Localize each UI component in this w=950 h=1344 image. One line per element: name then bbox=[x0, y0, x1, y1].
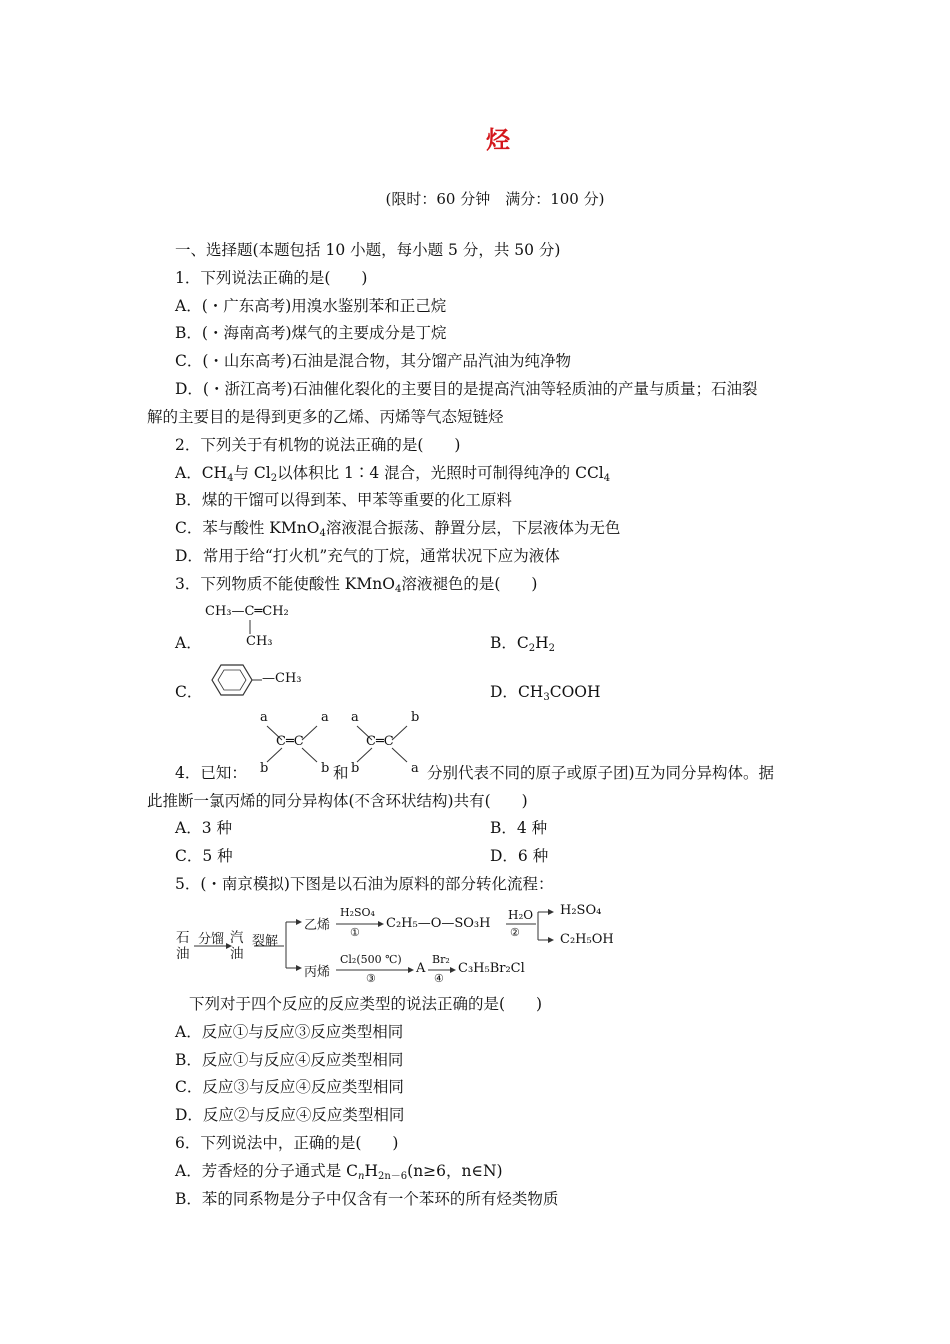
q2-stem: 2．下列关于有机物的说法正确的是( ) bbox=[175, 436, 461, 454]
q4-s2-top-right: b bbox=[411, 710, 420, 725]
q1-option-c: C．(・山东高考)石油是混合物，其分馏产品汽油为纯净物 bbox=[175, 352, 571, 370]
flow-r3-number: ③ bbox=[366, 972, 376, 985]
q1-stem: 1．下列说法正确的是( ) bbox=[175, 269, 368, 287]
q6-a-pre: A．芳香烃的分子通式是 C bbox=[175, 1162, 358, 1180]
q6-option-b: B．苯的同系物是分子中仅含有一个苯环的所有烃类物质 bbox=[175, 1190, 559, 1208]
flow-r1-reagent: H₂SO₄ bbox=[340, 906, 375, 919]
flow-r1-number: ① bbox=[350, 926, 360, 939]
flow-petroleum: 石油 bbox=[176, 930, 190, 962]
q4-option-d: D．6 种 bbox=[490, 847, 549, 865]
q3-d-sub: 3 bbox=[543, 692, 550, 703]
q3-d-pre: CH bbox=[517, 683, 544, 701]
q4-stem-pre: 4．已知： bbox=[175, 764, 247, 782]
flow-r4-number: ④ bbox=[434, 972, 444, 985]
q3-a-structure-top: CH₃—C═CH₂ bbox=[205, 604, 289, 619]
q2-c-sub: 4 bbox=[319, 528, 326, 539]
q1-option-a: A．(・广东高考)用溴水鉴别苯和正己烷 bbox=[175, 297, 447, 315]
flow-r2-number: ② bbox=[510, 926, 520, 939]
q2-c-pre: C．苯与酸性 KMnO bbox=[175, 519, 320, 537]
section-heading: 一、选择题(本题包括 10 小题，每小题 5 分，共 50 分) bbox=[175, 241, 561, 259]
q4-and: 和 bbox=[333, 764, 349, 782]
flow-product-c3h5br2cl: C₃H₅Br₂Cl bbox=[458, 961, 525, 976]
q2-a-sub1: 4 bbox=[227, 473, 234, 484]
q3-d-post: COOH bbox=[549, 683, 601, 701]
q3-stem-post: 溶液褪色的是( ) bbox=[401, 575, 538, 593]
q3-stem-pre: 3．下列物质不能使酸性 KMnO bbox=[175, 575, 395, 593]
q3-stem bbox=[175, 574, 537, 600]
q2-a-sub3: 4 bbox=[603, 473, 611, 484]
q5-option-b: B．反应①与反应④反应类型相同 bbox=[175, 1051, 404, 1069]
q4-s1-top-left: a bbox=[260, 710, 268, 725]
q2-a-mid: 与 Cl bbox=[233, 464, 271, 482]
q3-a-structure-bottom: CH₃ bbox=[246, 634, 273, 649]
q4-s1-bottom-right: b bbox=[321, 761, 330, 776]
q3-d-label: D． bbox=[490, 683, 518, 701]
q5-option-d: D．反应②与反应④反应类型相同 bbox=[175, 1106, 405, 1124]
q3-b-mid: H bbox=[535, 634, 549, 652]
q4-option-b: B．4 种 bbox=[490, 819, 548, 837]
flow-gasoline: 汽油 bbox=[230, 930, 244, 962]
q1-option-d-line2: 解的主要目的是得到更多的乙烯、丙烯等气态短链烃 bbox=[147, 408, 504, 426]
flow-r4-reagent: Br₂ bbox=[432, 953, 450, 966]
q2-c-post: 溶液混合振荡、静置分层，下层液体为无色 bbox=[325, 519, 621, 537]
flow-intermediate: C₂H₅—O—SO₃H bbox=[386, 916, 491, 931]
q3-option-c-label: C． bbox=[175, 683, 203, 701]
q3-stem-sub: 4 bbox=[394, 584, 402, 595]
q3-b-label: B． bbox=[490, 634, 517, 652]
q5-option-a: A．反应①与反应③反应类型相同 bbox=[175, 1023, 404, 1041]
q4-s1-top-right: a bbox=[321, 710, 329, 725]
q5-stem: 5．(・南京模拟)下图是以石油为原料的部分转化流程： bbox=[175, 875, 554, 893]
flow-a: A bbox=[416, 961, 426, 976]
flow-r2-reagent: H₂O bbox=[508, 908, 534, 922]
q6-a-mid: H bbox=[364, 1162, 378, 1180]
q2-option-d: D．常用于给“打火机”充气的丁烷，通常状况下应为液体 bbox=[175, 547, 560, 565]
q1-option-d-line1: D．(・浙江高考)石油催化裂化的主要目的是提高汽油等轻质油的产量与质量；石油裂 bbox=[175, 380, 758, 398]
flow-fractionation: 分馏 bbox=[198, 932, 225, 947]
flow-product-ethanol: C₂H₅OH bbox=[560, 932, 614, 947]
q5-option-c: C．反应③与反应④反应类型相同 bbox=[175, 1078, 404, 1096]
q6-a-sub2: 2n－6 bbox=[377, 1171, 408, 1182]
benzene-ring-icon bbox=[202, 662, 262, 698]
q1-option-b: B．(・海南高考)煤气的主要成分是丁烷 bbox=[175, 324, 447, 342]
q4-s2-bottom-left: b bbox=[351, 761, 360, 776]
q3-b-sub1: 2 bbox=[528, 643, 536, 654]
q4-stem-post: 分别代表不同的原子或原子团)互为同分异构体。据 bbox=[427, 764, 775, 782]
flow-propylene: 丙烯 bbox=[304, 965, 331, 980]
q6-a-sub1: n bbox=[357, 1171, 365, 1182]
q2-option-c bbox=[175, 518, 620, 544]
q2-a-pre: A．CH bbox=[175, 464, 228, 482]
q5-question: 下列对于四个反应的反应类型的说法正确的是( ) bbox=[189, 995, 543, 1013]
flow-cracking: 裂解 bbox=[252, 934, 279, 949]
q2-option-b: B．煤的干馏可以得到苯、甲苯等重要的化工原料 bbox=[175, 491, 512, 509]
q3-option-b bbox=[490, 633, 555, 659]
q2-a-post: 以体积比 1∶4 混合，光照时可制得纯净的 CCl bbox=[277, 464, 604, 482]
q3-b-sub2: 2 bbox=[548, 643, 556, 654]
q3-c-methyl-group: —CH₃ bbox=[262, 671, 302, 686]
time-limit-subtitle: (限时：60 分钟 满分：100 分) bbox=[385, 190, 605, 208]
q3-option-d bbox=[490, 682, 601, 708]
q2-option-a bbox=[175, 463, 610, 489]
q4-stem-line2: 此推断一氯丙烯的同分异构体(不含环状结构)共有( ) bbox=[147, 792, 528, 810]
q4-option-c: C．5 种 bbox=[175, 847, 233, 865]
q4-s2-center: C═C bbox=[366, 734, 394, 749]
q6-a-post: (n≥6，n∈N) bbox=[407, 1162, 503, 1180]
page-title: 烃 bbox=[486, 125, 510, 154]
q3-option-a-label: A． bbox=[175, 634, 202, 652]
q4-s2-bottom-right: a bbox=[411, 761, 419, 776]
flow-r3-reagent: Cl₂(500 ℃) bbox=[340, 953, 402, 966]
q6-option-a bbox=[175, 1161, 503, 1187]
flow-ethylene: 乙烯 bbox=[304, 918, 331, 933]
q6-stem: 6．下列说法中，正确的是( ) bbox=[175, 1134, 399, 1152]
q3-b-pre: C bbox=[516, 634, 529, 652]
q4-s2-top-left: a bbox=[351, 710, 359, 725]
flow-product-h2so4: H₂SO₄ bbox=[560, 903, 602, 918]
q4-option-a: A．3 种 bbox=[175, 819, 232, 837]
q4-s1-center: C═C bbox=[276, 734, 304, 749]
q4-s1-bottom-left: b bbox=[260, 761, 269, 776]
q2-a-sub2: 2 bbox=[270, 473, 278, 484]
